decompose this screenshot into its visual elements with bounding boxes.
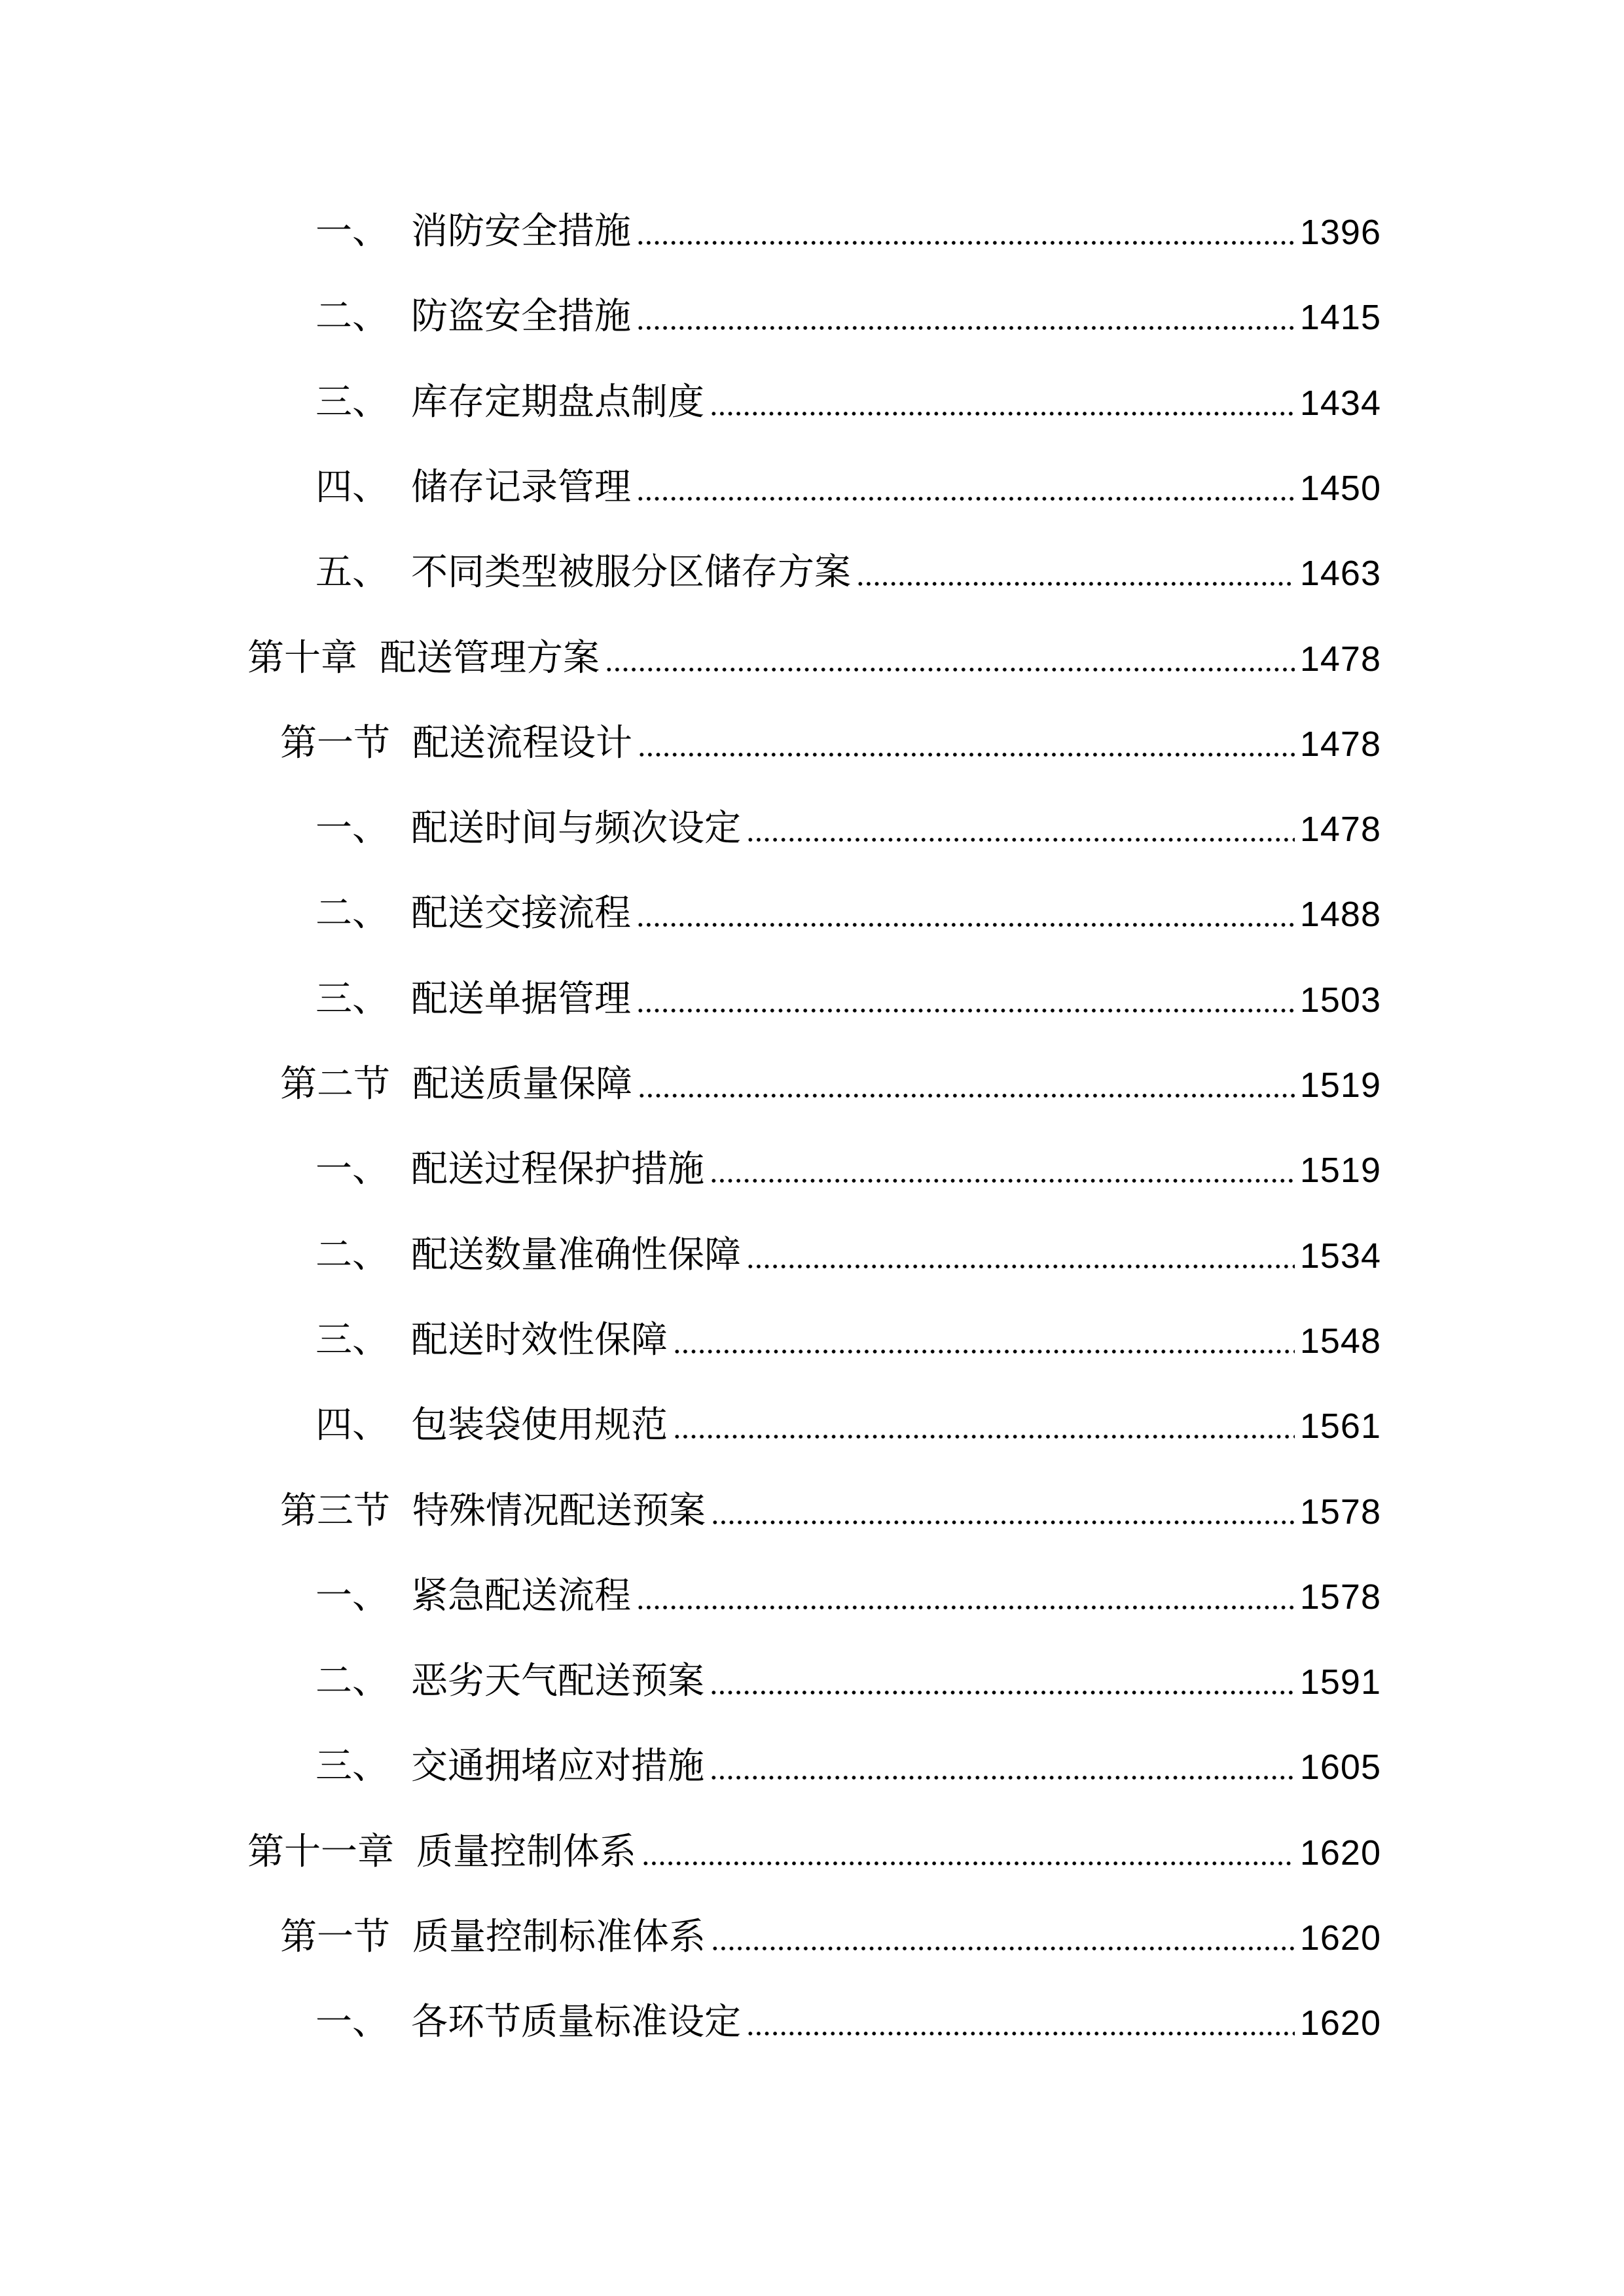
- toc-entry[interactable]: [316, 447, 1381, 509]
- toc-entry-number: 第一节: [280, 1916, 390, 1958]
- toc-entry-label: [316, 892, 631, 935]
- toc-entry-number: 二、: [316, 295, 389, 338]
- toc-entry-page-number: 1561: [1299, 1407, 1381, 1446]
- toc-entry[interactable]: [316, 191, 1381, 253]
- toc-entry-title: 防盗安全措施: [411, 295, 631, 338]
- toc-entry[interactable]: [316, 1385, 1381, 1444]
- toc-entry-title: 配送数量准确性保障: [411, 1234, 741, 1276]
- toc-entry-title: 库存定期盘点制度: [411, 381, 704, 423]
- toc-entry-number: 二、: [316, 892, 389, 935]
- toc-entry-page-number: 1605: [1299, 1748, 1381, 1787]
- toc-dot-leader: [746, 838, 1295, 842]
- toc-entry-label: [316, 1148, 704, 1191]
- toc-entry[interactable]: [280, 1897, 1381, 1956]
- toc-entry-page-number: 1620: [1299, 2003, 1381, 2043]
- toc-entry[interactable]: [247, 1812, 1381, 1871]
- toc-entry-title: 配送时间与频次设定: [411, 807, 741, 850]
- toc-dot-leader: [710, 1776, 1295, 1780]
- toc-entry-number: 三、: [316, 1319, 389, 1361]
- toc-entry-page-number: 1463: [1299, 554, 1381, 593]
- toc-entry-label: [316, 466, 631, 509]
- toc-entry-number: 一、: [316, 2001, 389, 2043]
- toc-dot-leader: [856, 582, 1295, 586]
- toc-dot-leader: [636, 497, 1295, 501]
- toc-entry-page-number: 1620: [1299, 1918, 1381, 1958]
- toc-entry[interactable]: [316, 1556, 1381, 1615]
- toc-entry[interactable]: [316, 362, 1381, 421]
- toc-entry-title: 配送管理方案: [380, 637, 600, 679]
- toc-entry-page-number: 1578: [1299, 1577, 1381, 1617]
- toc-entry-label: [316, 210, 631, 253]
- toc-entry-title: 交通拥堵应对措施: [411, 1745, 704, 1787]
- toc-entry[interactable]: [316, 1982, 1381, 2041]
- toc-entry-label: [280, 1063, 632, 1105]
- toc-dot-leader: [711, 1946, 1295, 1950]
- toc-entry[interactable]: [316, 1300, 1381, 1359]
- toc-entry-number: 一、: [316, 210, 389, 253]
- toc-entry[interactable]: [280, 1044, 1381, 1103]
- toc-entry-label: [316, 807, 741, 850]
- toc-entry-number: 第三节: [280, 1490, 390, 1532]
- toc-entry-number: 一、: [316, 1575, 389, 1617]
- toc-entry[interactable]: [280, 703, 1381, 762]
- toc-entry-page-number: 1534: [1299, 1236, 1381, 1276]
- toc-entry-title: 恶劣天气配送预案: [411, 1660, 704, 1702]
- toc-dot-leader: [673, 1350, 1295, 1354]
- toc-entry-page-number: 1478: [1299, 639, 1381, 679]
- toc-entry-number: 二、: [316, 1234, 389, 1276]
- toc-entry-title: 特殊情况配送预案: [412, 1490, 706, 1532]
- toc-entry-label: [316, 1745, 704, 1787]
- toc-entry[interactable]: [316, 1215, 1381, 1274]
- toc-entry-number: 第一节: [280, 722, 390, 764]
- toc-entry-number: 一、: [316, 1148, 389, 1191]
- toc-entry-label: [316, 978, 631, 1020]
- toc-entry-label: [316, 1660, 704, 1702]
- toc-dot-leader: [641, 1861, 1295, 1865]
- toc-entry-label: [280, 1916, 706, 1958]
- toc-entry[interactable]: [247, 618, 1381, 677]
- toc-entry[interactable]: [316, 1641, 1381, 1700]
- toc-entry-title: 配送过程保护措施: [411, 1148, 704, 1191]
- toc-entry-label: [316, 1234, 741, 1276]
- toc-entry-label: [280, 722, 632, 764]
- toc-entry[interactable]: [316, 1726, 1381, 1785]
- toc-entry-number: 五、: [316, 551, 389, 594]
- toc-entry-title: 配送交接流程: [411, 892, 631, 935]
- toc-entry-page-number: 1396: [1299, 213, 1381, 252]
- toc-entry-label: [316, 1319, 668, 1361]
- toc-entry-page-number: 1503: [1299, 980, 1381, 1020]
- toc-entry-title: 不同类型被服分区储存方案: [411, 551, 851, 594]
- toc-dot-leader: [638, 1094, 1295, 1098]
- toc-entry[interactable]: [316, 959, 1381, 1018]
- toc-entry-label: [316, 381, 704, 423]
- toc-entry-title: 各环节质量标准设定: [411, 2001, 741, 2043]
- toc-entry-page-number: 1519: [1299, 1066, 1381, 1105]
- toc-entry-title: 配送单据管理: [411, 978, 631, 1020]
- toc-entry-number: 第十一章: [247, 1831, 394, 1873]
- toc-entry-title: 紧急配送流程: [411, 1575, 631, 1617]
- toc-entry-label: [316, 1575, 631, 1617]
- toc-entry[interactable]: [316, 788, 1381, 850]
- toc-entry-number: 第二节: [280, 1063, 390, 1105]
- toc-entry-label: [247, 1831, 636, 1873]
- toc-dot-leader: [605, 668, 1295, 672]
- toc-entry-number: 第十章: [247, 637, 357, 679]
- toc-dot-leader: [746, 2032, 1295, 2036]
- toc-dot-leader: [710, 412, 1295, 416]
- toc-dot-leader: [711, 1520, 1295, 1524]
- toc-entry-page-number: 1478: [1299, 810, 1381, 849]
- toc-dot-leader: [710, 1179, 1295, 1183]
- toc-entry-title: 消防安全措施: [411, 210, 631, 253]
- toc-entry-label: [316, 295, 631, 338]
- toc-entry-label: [316, 1404, 668, 1446]
- toc-entry[interactable]: [280, 1471, 1381, 1530]
- toc-entry[interactable]: [316, 1129, 1381, 1191]
- toc-entry-label: [247, 637, 600, 679]
- toc-entry[interactable]: [316, 873, 1381, 935]
- toc-entry-page-number: 1519: [1299, 1151, 1381, 1190]
- toc-entry-page-number: 1548: [1299, 1321, 1381, 1361]
- toc-entry-title: 配送流程设计: [412, 722, 632, 764]
- toc-entry-label: [316, 551, 851, 594]
- toc-entry-page-number: 1620: [1299, 1833, 1381, 1873]
- toc-dot-leader: [636, 241, 1295, 245]
- toc-entry-title: 储存记录管理: [411, 466, 631, 509]
- toc-dot-leader: [636, 923, 1295, 927]
- toc-entry-number: 二、: [316, 1660, 389, 1702]
- toc-entry-title: 质量控制体系: [416, 1831, 636, 1873]
- toc-entry-page-number: 1434: [1299, 384, 1381, 423]
- toc-dot-leader: [746, 1265, 1295, 1268]
- toc-dot-leader: [638, 753, 1295, 757]
- toc-entry-label: [316, 2001, 741, 2043]
- toc-entry[interactable]: [316, 532, 1381, 594]
- toc-entry-page-number: 1415: [1299, 298, 1381, 337]
- toc-entry-page-number: 1450: [1299, 469, 1381, 508]
- toc-entry-page-number: 1478: [1299, 725, 1381, 764]
- toc-entry-number: 四、: [316, 466, 389, 509]
- toc-entry-title: 配送时效性保障: [411, 1319, 668, 1361]
- toc-dot-leader: [710, 1691, 1295, 1695]
- toc-entry-number: 三、: [316, 978, 389, 1020]
- toc-entry-label: [280, 1490, 706, 1532]
- toc-entry-title: 包装袋使用规范: [411, 1404, 668, 1446]
- toc-entry-number: 三、: [316, 1745, 389, 1787]
- toc-entry-number: 一、: [316, 807, 389, 850]
- toc-entry-page-number: 1591: [1299, 1662, 1381, 1702]
- toc-entry-page-number: 1578: [1299, 1492, 1381, 1532]
- toc-entry-number: 四、: [316, 1404, 389, 1446]
- toc-entry-title: 配送质量保障: [412, 1063, 632, 1105]
- toc-entry[interactable]: [316, 276, 1381, 338]
- toc-dot-leader: [636, 1009, 1295, 1013]
- toc-entry-page-number: 1488: [1299, 895, 1381, 934]
- toc-entry-number: 三、: [316, 381, 389, 423]
- toc-dot-leader: [636, 326, 1295, 330]
- toc-entry-title: 质量控制标准体系: [412, 1916, 706, 1958]
- toc-dot-leader: [636, 1605, 1295, 1609]
- toc-dot-leader: [673, 1435, 1295, 1439]
